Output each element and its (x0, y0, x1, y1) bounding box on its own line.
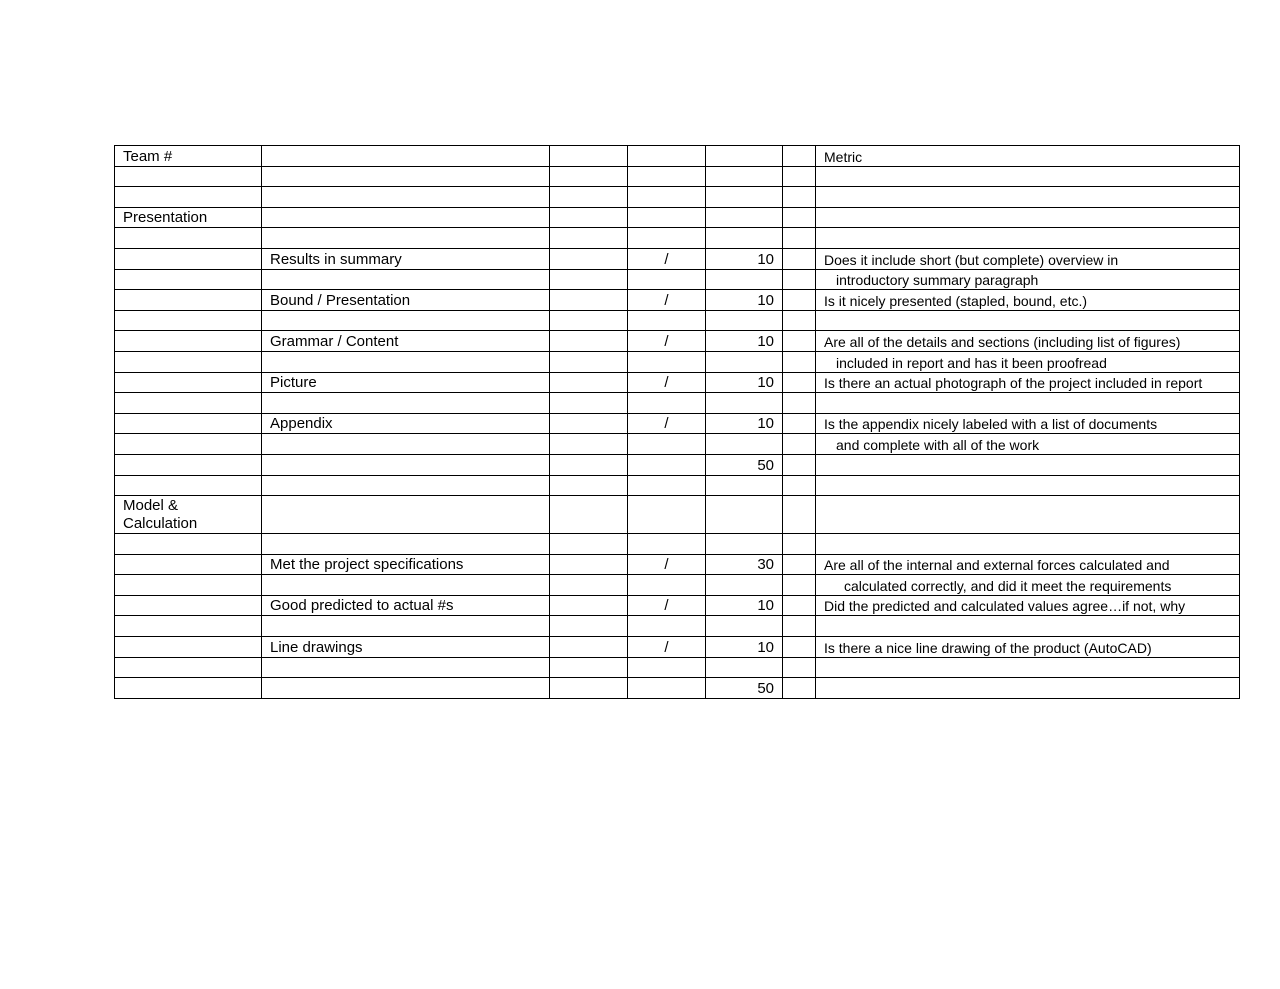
blank-cell (550, 269, 628, 290)
slash-cell (628, 393, 706, 414)
points-cell: 10 (706, 372, 783, 393)
points-cell (706, 310, 783, 331)
metric-cell (816, 534, 1240, 555)
blank-cell (550, 434, 628, 455)
points-cell (706, 496, 783, 534)
points-cell: 10 (706, 290, 783, 311)
metric-header: Metric (816, 146, 1240, 167)
rubric-table (114, 145, 1240, 699)
metric-cell (816, 228, 1240, 249)
slash-cell (628, 434, 706, 455)
blank-cell (550, 413, 628, 434)
category-cell (115, 290, 262, 311)
metric-cell (816, 207, 1240, 228)
spacer-cell (783, 534, 816, 555)
spacer-cell (783, 331, 816, 352)
item-cell (262, 678, 550, 699)
item-cell (262, 228, 550, 249)
category-cell (115, 310, 262, 331)
metric-cell: Is there an actual photograph of the project included in report (816, 372, 1240, 393)
points-cell (706, 228, 783, 249)
spacer-cell (783, 187, 816, 208)
table-row (115, 393, 1240, 414)
table-row (115, 290, 1240, 311)
team-label: Team # (115, 146, 262, 167)
table-row (115, 616, 1240, 637)
item-cell (262, 310, 550, 331)
blank-cell (550, 575, 628, 596)
table-row (115, 554, 1240, 575)
spacer-cell (783, 310, 816, 331)
category-cell (115, 678, 262, 699)
spacer-cell (783, 434, 816, 455)
table-row (115, 678, 1240, 699)
table-row (115, 434, 1240, 455)
category-cell (115, 616, 262, 637)
item-cell (262, 534, 550, 555)
subtotal-model-calculation: 50 (706, 678, 783, 699)
category-cell (115, 554, 262, 575)
metric-cell: Is it nicely presented (stapled, bound, etc.) (816, 290, 1240, 311)
spacer-cell (783, 207, 816, 228)
category-cell (115, 637, 262, 658)
slash-cell (628, 269, 706, 290)
metric-cell: Are all of the details and sections (including list of figures) (816, 331, 1240, 352)
points-cell (706, 146, 783, 167)
blank-cell (550, 393, 628, 414)
metric-cell (816, 166, 1240, 187)
item-cell (262, 393, 550, 414)
points-cell (706, 207, 783, 228)
table-row (115, 454, 1240, 475)
slash-cell (628, 534, 706, 555)
slash-cell: / (628, 413, 706, 434)
spacer-cell (783, 595, 816, 616)
metric-cell (816, 678, 1240, 699)
blank-cell (550, 146, 628, 167)
metric-cell: and complete with all of the work (816, 434, 1240, 455)
metric-cell (816, 187, 1240, 208)
slash-cell (628, 616, 706, 637)
table-row (115, 269, 1240, 290)
table-row (115, 595, 1240, 616)
blank-cell (550, 678, 628, 699)
slash-cell (628, 166, 706, 187)
points-cell (706, 616, 783, 637)
points-cell (706, 475, 783, 496)
item-grammar-content: Grammar / Content (262, 331, 550, 352)
category-cell (115, 351, 262, 372)
slash-cell (628, 146, 706, 167)
spacer-cell (783, 575, 816, 596)
blank-cell (550, 351, 628, 372)
slash-cell (628, 228, 706, 249)
spacer-cell (783, 554, 816, 575)
category-cell (115, 248, 262, 269)
points-cell (706, 434, 783, 455)
blank-cell (550, 534, 628, 555)
points-cell (706, 166, 783, 187)
metric-cell: Did the predicted and calculated values agree…if not, why (816, 595, 1240, 616)
spacer-cell (783, 146, 816, 167)
spacer-cell (783, 475, 816, 496)
slash-cell: / (628, 372, 706, 393)
points-cell: 10 (706, 248, 783, 269)
blank-cell (550, 475, 628, 496)
item-cell (262, 575, 550, 596)
spacer-cell (783, 496, 816, 534)
category-cell (115, 475, 262, 496)
spacer-cell (783, 413, 816, 434)
slash-cell: / (628, 637, 706, 658)
points-cell (706, 351, 783, 372)
item-cell (262, 207, 550, 228)
table-row (115, 146, 1240, 167)
metric-cell (816, 496, 1240, 534)
table-row (115, 207, 1240, 228)
points-cell (706, 534, 783, 555)
table-row (115, 331, 1240, 352)
category-cell (115, 269, 262, 290)
blank-cell (550, 290, 628, 311)
blank-cell (550, 454, 628, 475)
item-predicted-actual: Good predicted to actual #s (262, 595, 550, 616)
spacer-cell (783, 637, 816, 658)
metric-cell (816, 310, 1240, 331)
metric-cell: Does it include short (but complete) overview in (816, 248, 1240, 269)
category-cell (115, 575, 262, 596)
item-cell (262, 496, 550, 534)
category-presentation: Presentation (115, 207, 262, 228)
table-row (115, 496, 1240, 534)
category-cell (115, 166, 262, 187)
points-cell: 10 (706, 637, 783, 658)
slash-cell: / (628, 595, 706, 616)
slash-cell (628, 187, 706, 208)
item-cell (262, 657, 550, 678)
blank-cell (550, 496, 628, 534)
table-row (115, 657, 1240, 678)
category-cell (115, 393, 262, 414)
slash-cell (628, 657, 706, 678)
item-line-drawings: Line drawings (262, 637, 550, 658)
category-cell (115, 228, 262, 249)
blank-cell (550, 616, 628, 637)
item-cell (262, 434, 550, 455)
metric-cell: Is there a nice line drawing of the product (AutoCAD) (816, 637, 1240, 658)
points-cell (706, 393, 783, 414)
item-cell (262, 475, 550, 496)
slash-cell (628, 475, 706, 496)
table-row (115, 228, 1240, 249)
points-cell (706, 657, 783, 678)
item-cell (262, 187, 550, 208)
blank-cell (550, 637, 628, 658)
table-row (115, 637, 1240, 658)
blank-cell (550, 554, 628, 575)
slash-cell (628, 454, 706, 475)
category-cell (115, 413, 262, 434)
metric-cell (816, 393, 1240, 414)
metric-cell: introductory summary paragraph (816, 269, 1240, 290)
spacer-cell (783, 616, 816, 637)
metric-cell (816, 475, 1240, 496)
points-cell (706, 269, 783, 290)
category-cell (115, 595, 262, 616)
spacer-cell (783, 248, 816, 269)
table-row (115, 575, 1240, 596)
table-row (115, 413, 1240, 434)
slash-cell: / (628, 290, 706, 311)
blank-cell (550, 248, 628, 269)
slash-cell (628, 351, 706, 372)
category-model-calculation: Model & Calculation (115, 496, 262, 534)
slash-cell (628, 207, 706, 228)
spacer-cell (783, 228, 816, 249)
item-cell (262, 616, 550, 637)
table-row (115, 372, 1240, 393)
metric-cell (816, 657, 1240, 678)
table-row (115, 310, 1240, 331)
category-cell (115, 372, 262, 393)
spacer-cell (783, 290, 816, 311)
spacer-cell (783, 657, 816, 678)
blank-cell (550, 187, 628, 208)
item-picture: Picture (262, 372, 550, 393)
spacer-cell (783, 269, 816, 290)
metric-cell: calculated correctly, and did it meet the requirements (816, 575, 1240, 596)
points-cell: 10 (706, 331, 783, 352)
category-cell (115, 434, 262, 455)
slash-cell (628, 678, 706, 699)
item-bound-presentation: Bound / Presentation (262, 290, 550, 311)
table-row (115, 475, 1240, 496)
table-row (115, 248, 1240, 269)
blank-cell (550, 372, 628, 393)
category-cell (115, 657, 262, 678)
category-cell (115, 187, 262, 208)
slash-cell (628, 310, 706, 331)
blank-cell (550, 595, 628, 616)
blank-cell (550, 331, 628, 352)
item-cell (262, 166, 550, 187)
points-cell: 10 (706, 595, 783, 616)
item-cell (262, 454, 550, 475)
blank-cell (550, 657, 628, 678)
spacer-cell (783, 166, 816, 187)
blank-cell (550, 207, 628, 228)
item-project-specifications: Met the project specifications (262, 554, 550, 575)
subtotal-presentation: 50 (706, 454, 783, 475)
spacer-cell (783, 351, 816, 372)
slash-cell: / (628, 331, 706, 352)
metric-cell: Are all of the internal and external forces calculated and (816, 554, 1240, 575)
spacer-cell (783, 454, 816, 475)
slash-cell: / (628, 554, 706, 575)
category-cell (115, 331, 262, 352)
metric-cell: included in report and has it been proofread (816, 351, 1240, 372)
metric-cell (816, 454, 1240, 475)
points-cell: 10 (706, 413, 783, 434)
slash-cell: / (628, 248, 706, 269)
metric-cell: Is the appendix nicely labeled with a list of documents (816, 413, 1240, 434)
spacer-cell (783, 372, 816, 393)
points-cell: 30 (706, 554, 783, 575)
item-cell (262, 269, 550, 290)
slash-cell (628, 575, 706, 596)
slash-cell (628, 496, 706, 534)
category-cell (115, 534, 262, 555)
item-appendix: Appendix (262, 413, 550, 434)
points-cell (706, 187, 783, 208)
table-row (115, 166, 1240, 187)
spacer-cell (783, 678, 816, 699)
table-row (115, 187, 1240, 208)
blank-cell (550, 228, 628, 249)
category-cell (115, 454, 262, 475)
points-cell (706, 575, 783, 596)
item-cell (262, 146, 550, 167)
table-row (115, 351, 1240, 372)
spacer-cell (783, 393, 816, 414)
metric-cell (816, 616, 1240, 637)
item-cell (262, 351, 550, 372)
blank-cell (550, 166, 628, 187)
table-row (115, 534, 1240, 555)
item-results-in-summary: Results in summary (262, 248, 550, 269)
blank-cell (550, 310, 628, 331)
